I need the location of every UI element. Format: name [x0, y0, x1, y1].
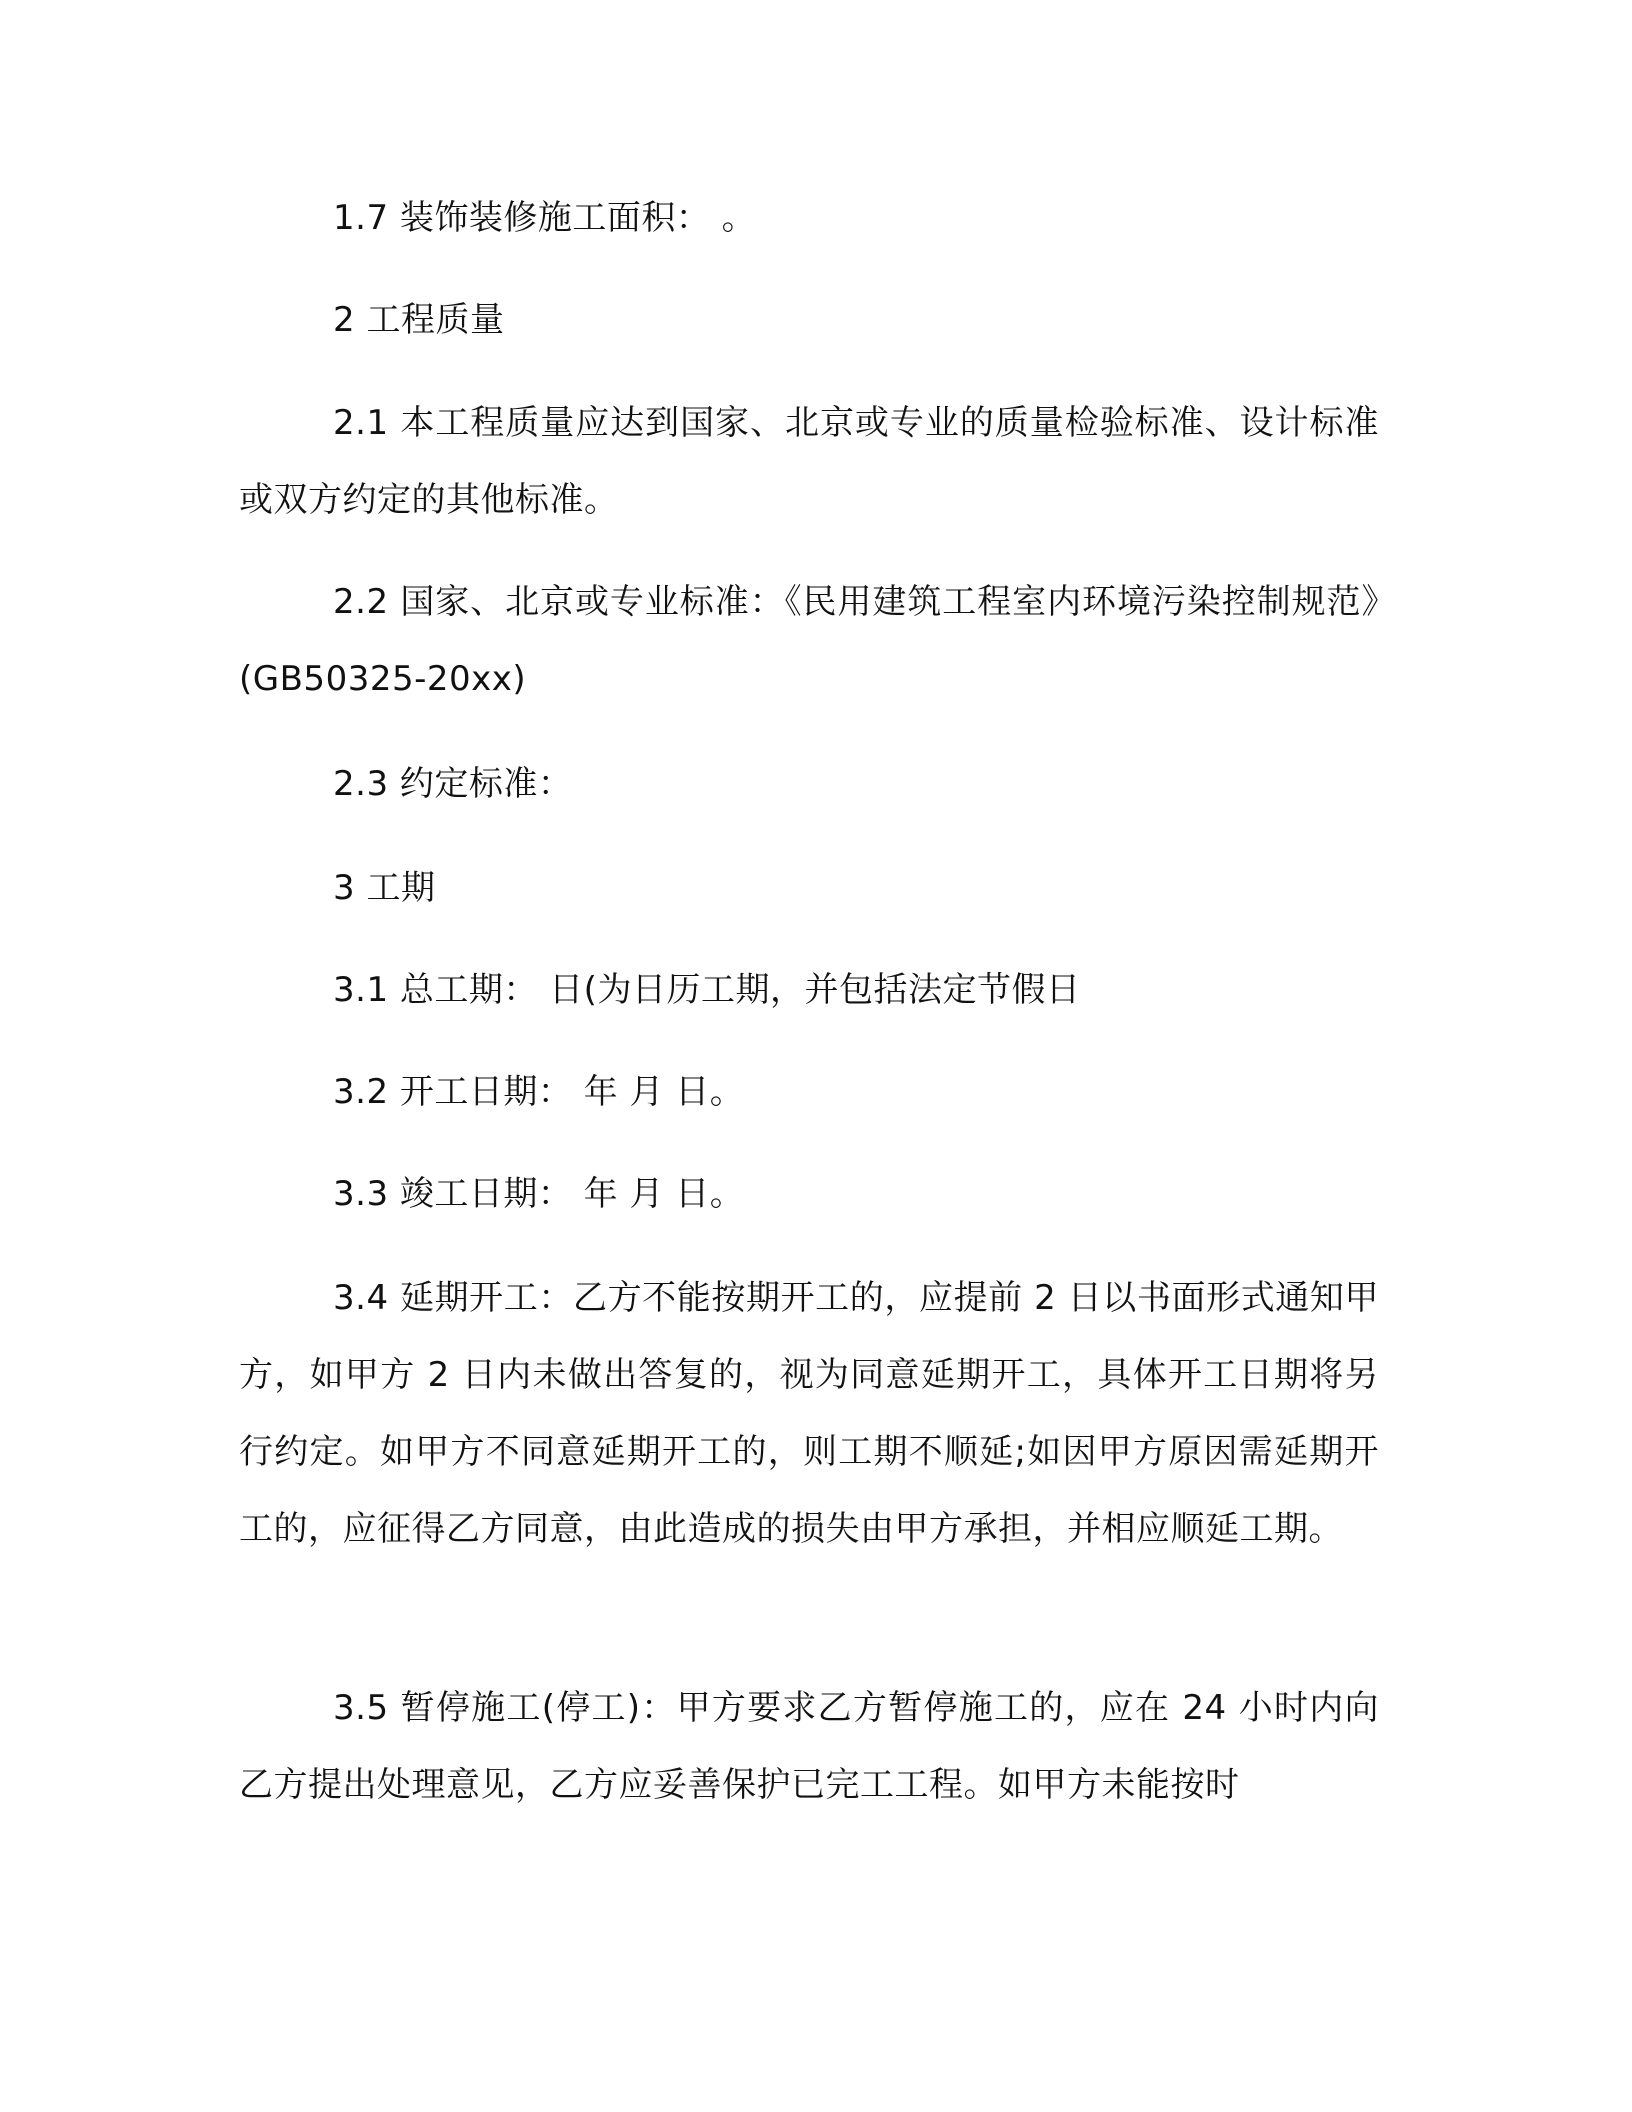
- paragraph-3-2-start-date: 3.2 开工日期： 年 月 日。: [333, 1072, 745, 1112]
- heading-3-schedule: 3 工期: [333, 868, 436, 908]
- paragraph-3-4-delayed-start: 3.4 延期开工：乙方不能按期开工的，应提前 2 日以书面形式通知甲方，如甲方 2 日内未做出答复的，视为同意延期开工，具体开工日期将另行约定。如甲方不同意延期开工的，则工期不顺延;如因甲方原因需延期开工的，应征得乙方同意，由此造成的损失由甲方承担，并相应顺延工期。: [239, 1278, 1379, 1549]
- paragraph-1-7-area: 1.7 装饰装修施工面积： 。: [333, 198, 757, 238]
- paragraph-3-1-total-duration: 3.1 总工期： 日(为日历工期，并包括法定节假日: [333, 970, 1081, 1010]
- paragraph-2-1-standard: 2.1 本工程质量应达到国家、北京或专业的质量检验标准、设计标准或双方约定的其他标准。: [239, 403, 1379, 520]
- paragraph-2-3-agreed-standard: 2.3 约定标准：: [333, 764, 573, 804]
- paragraph-2-2-national-standard: 2.2 国家、北京或专业标准：《民用建筑工程室内环境污染控制规范》(GB50325-20xx): [239, 582, 1379, 699]
- paragraph-3-3-completion-date: 3.3 竣工日期： 年 月 日。: [333, 1174, 745, 1214]
- heading-2-quality: 2 工程质量: [333, 300, 505, 340]
- paragraph-3-5-suspension: 3.5 暂停施工(停工)：甲方要求乙方暂停施工的，应在 24 小时内向乙方提出处理意见，乙方应妥善保护已完工工程。如甲方未能按时: [239, 1688, 1379, 1805]
